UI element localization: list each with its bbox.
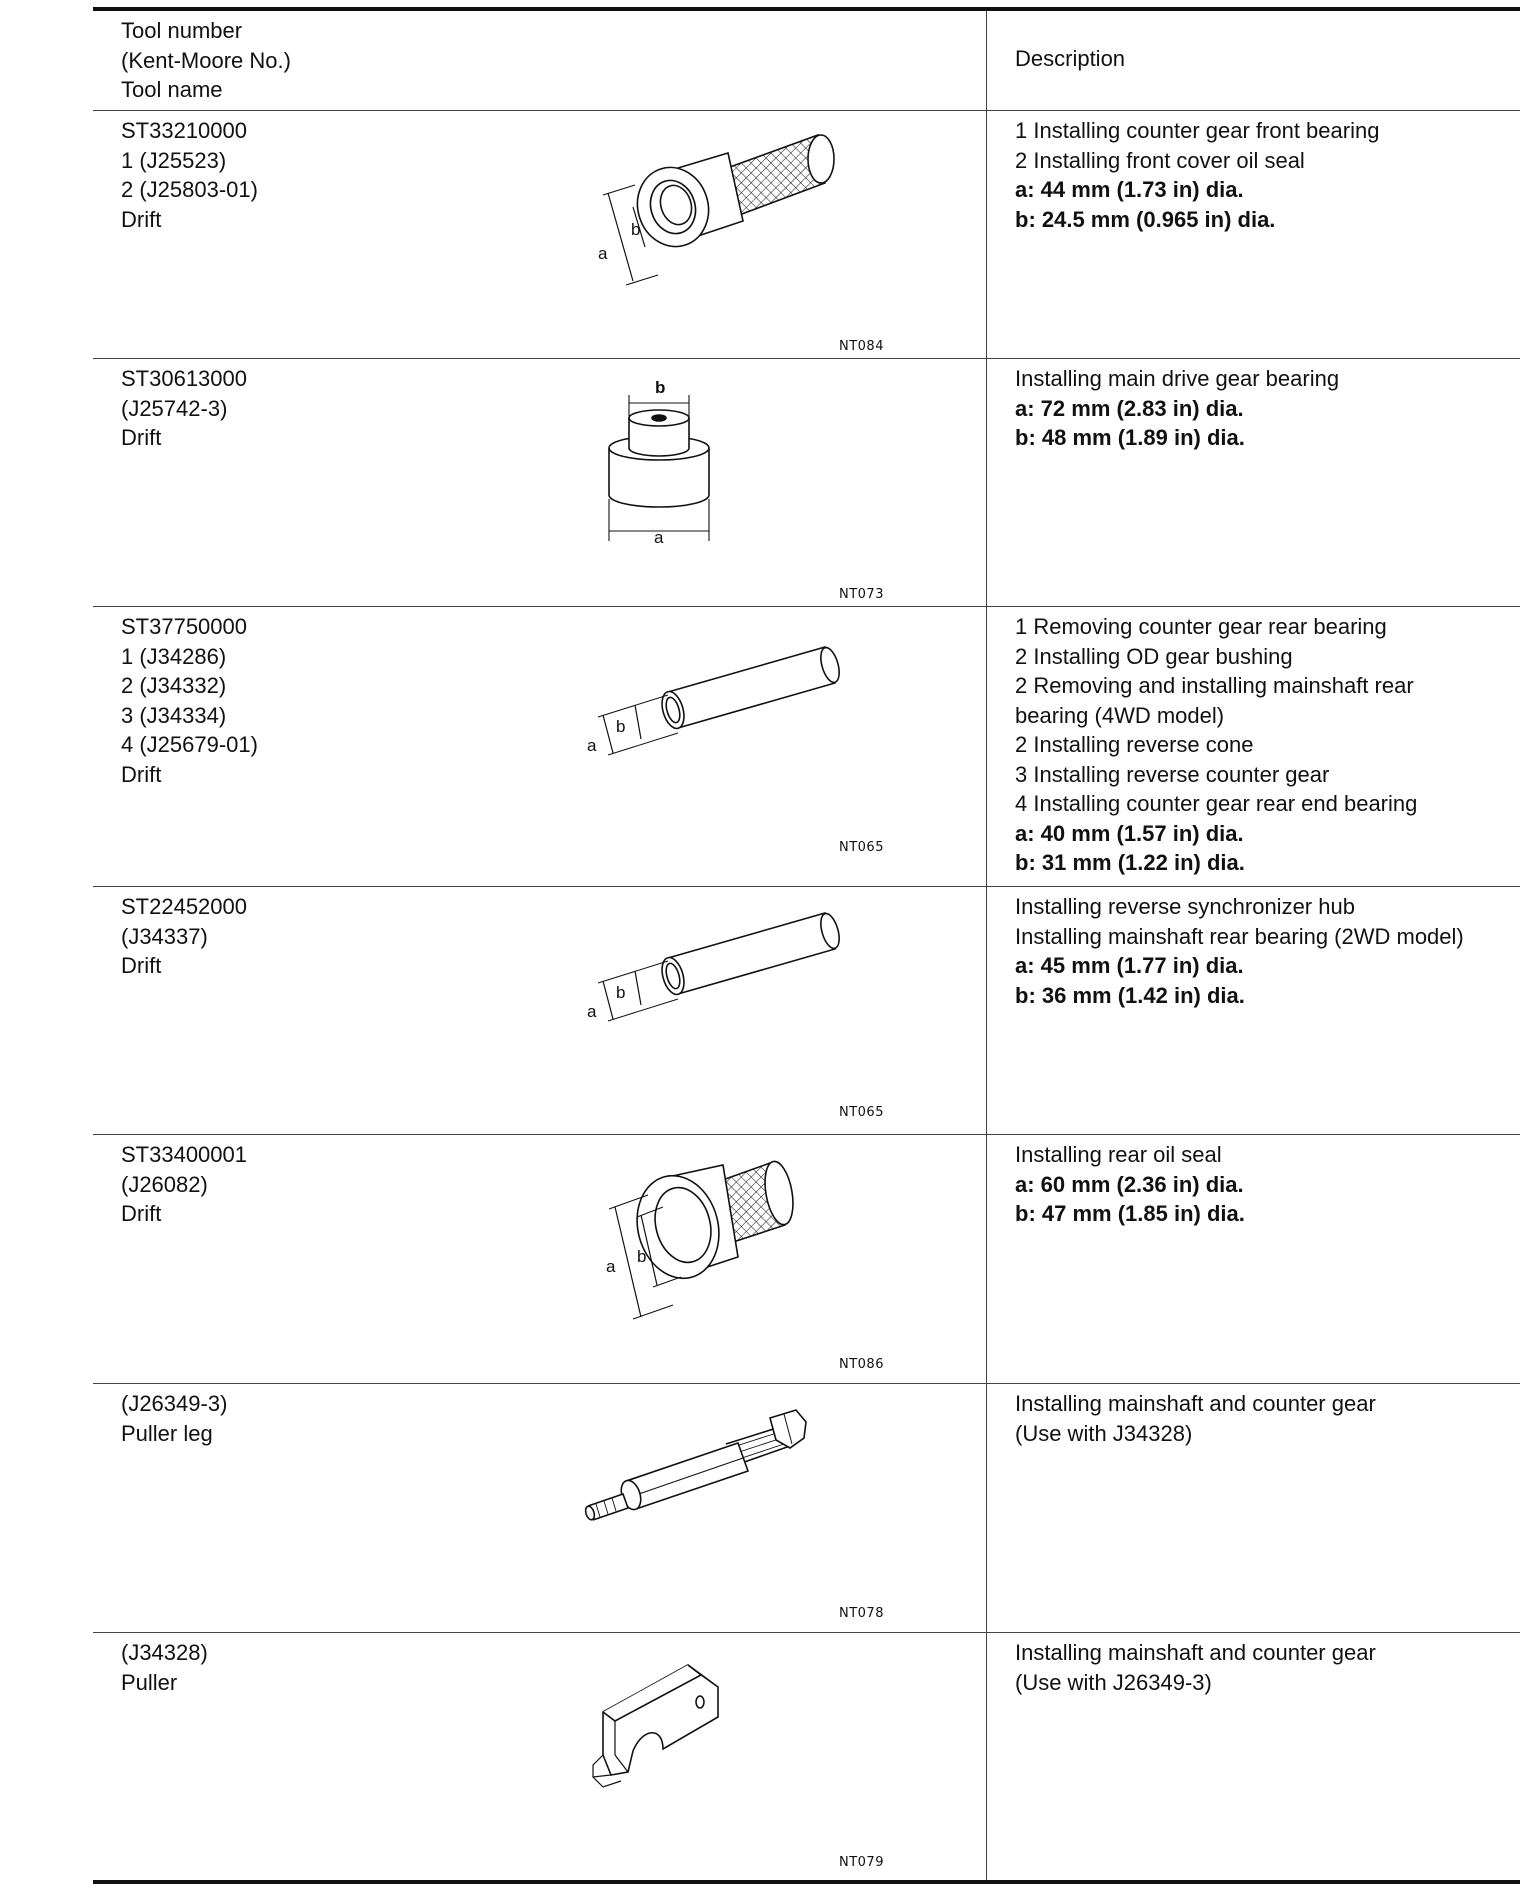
figure-label-a: a <box>654 528 664 543</box>
kent-moore-number: 1 (J34286) <box>121 643 227 669</box>
figure-label-a: a <box>598 244 608 263</box>
dimension-a: a: 60 mm (2.36 in) dia. <box>1015 1171 1244 1197</box>
large-drift-with-knurled-handle-icon <box>573 1147 873 1327</box>
tool-number: ST37750000 <box>121 614 247 639</box>
figure-code: NT065 <box>839 1105 884 1120</box>
kent-moore-number: (J26082) <box>121 1171 208 1197</box>
tool-lines <box>121 1389 227 1448</box>
tool-cell <box>93 1633 987 1880</box>
tool-name: Drift <box>121 206 162 232</box>
description-cell <box>988 359 1520 606</box>
table-row <box>93 1633 1520 1884</box>
table-row <box>93 111 1520 359</box>
tool-name: Puller leg <box>121 1420 213 1446</box>
description-line: Installing main drive gear bearing <box>1015 366 1340 391</box>
description-line: 3 Installing reverse counter gear <box>1015 761 1330 787</box>
description-cell <box>988 1135 1520 1383</box>
description-line: Installing mainshaft and counter gear <box>1015 1391 1376 1416</box>
tool-number: ST22452000 <box>121 894 247 919</box>
figure-label-b: b <box>655 378 666 397</box>
description-line: (Use with J26349-3) <box>1015 1669 1212 1695</box>
drift-with-knurled-handle-icon <box>573 123 873 293</box>
kent-moore-number: (J34337) <box>121 923 208 949</box>
tool-number: ST33210000 <box>121 118 247 143</box>
tool-name: Drift <box>121 761 162 787</box>
kent-moore-number: (J26349-3) <box>121 1391 228 1416</box>
tool-cell <box>93 1384 987 1632</box>
kent-moore-number: 2 (J25803-01) <box>121 177 258 202</box>
description-line: 2 Installing front cover oil seal <box>1015 147 1305 173</box>
description-line: 4 Installing counter gear rear end bearing <box>1015 791 1418 816</box>
tool-number: ST33400001 <box>121 1142 247 1167</box>
table-header-row <box>93 7 1520 111</box>
figure-code: NT065 <box>839 840 884 855</box>
kent-moore-number: (J34328) <box>121 1640 208 1665</box>
dimension-a: a: 45 mm (1.77 in) dia. <box>1015 953 1244 978</box>
puller-leg-icon <box>578 1396 838 1526</box>
header-description: Description <box>1015 46 1126 71</box>
tool-lines <box>121 1638 208 1697</box>
description-line: 1 Removing counter gear rear bearing <box>1015 614 1387 639</box>
header-tool-line: Tool number <box>121 18 243 43</box>
dimension-a: a: 72 mm (2.83 in) dia. <box>1015 395 1244 421</box>
puller-plate-icon <box>573 1647 773 1817</box>
tool-lines <box>121 612 258 789</box>
kent-moore-number: 3 (J34334) <box>121 702 227 728</box>
table-row <box>93 1135 1520 1384</box>
figure-code: NT073 <box>839 587 884 602</box>
dimension-a: a: 44 mm (1.73 in) dia. <box>1015 177 1244 202</box>
figure-code: NT086 <box>839 1357 884 1372</box>
tool-name: Drift <box>121 425 162 450</box>
figure-label-a: a <box>587 736 597 755</box>
description-line: 1 Installing counter gear front bearing <box>1015 118 1380 143</box>
description-line: 2 Removing and installing mainshaft rear <box>1015 673 1414 698</box>
description-cell <box>988 1384 1520 1632</box>
description-line: 2 Installing OD gear bushing <box>1015 643 1293 669</box>
tool-cell <box>93 887 987 1134</box>
figure-label-b: b <box>616 717 626 736</box>
dimension-b: b: 47 mm (1.85 in) dia. <box>1015 1201 1245 1226</box>
header-tool-line: Tool name <box>121 77 223 102</box>
table-row <box>93 607 1520 887</box>
description-lines <box>1015 612 1417 878</box>
stepped-drift-icon <box>573 373 803 543</box>
description-line: (Use with J34328) <box>1015 1420 1193 1446</box>
description-cell <box>988 607 1520 886</box>
tool-number: ST30613000 <box>121 366 247 391</box>
tool-cell <box>93 359 987 606</box>
description-line: Installing mainshaft rear bearing (2WD model) <box>1015 923 1464 949</box>
table-row <box>93 1384 1520 1633</box>
tool-name: Drift <box>121 953 162 978</box>
figure-label-a: a <box>587 1002 597 1021</box>
tool-cell <box>93 111 987 358</box>
kent-moore-number: (J25742-3) <box>121 395 228 421</box>
dimension-b: b: 36 mm (1.42 in) dia. <box>1015 982 1245 1008</box>
tool-lines <box>121 892 247 981</box>
description-line: Installing rear oil seal <box>1015 1142 1222 1167</box>
tool-lines <box>121 1140 247 1229</box>
tool-cell <box>93 1135 987 1383</box>
header-tool-lines <box>121 16 291 105</box>
figure-label-b: b <box>616 983 626 1002</box>
tool-lines <box>121 116 258 234</box>
figure-label-b: b <box>631 220 641 239</box>
header-description-cell <box>988 11 1520 110</box>
description-cell <box>988 887 1520 1134</box>
figure-label-b: b <box>637 1247 647 1266</box>
header-tool-line: (Kent-Moore No.) <box>121 47 291 73</box>
kent-moore-number: 1 (J25523) <box>121 147 227 173</box>
figure-code: NT078 <box>839 1606 884 1621</box>
tube-drift-icon <box>573 635 873 775</box>
tool-name: Drift <box>121 1201 162 1226</box>
description-lines <box>1015 1638 1376 1697</box>
figure-label-a: a <box>606 1257 616 1276</box>
dimension-b: b: 24.5 mm (0.965 in) dia. <box>1015 206 1276 232</box>
table-row <box>93 887 1520 1135</box>
description-cell <box>988 111 1520 358</box>
description-lines <box>1015 892 1464 1010</box>
kent-moore-number: 4 (J25679-01) <box>121 732 258 757</box>
special-service-tools-table <box>93 7 1520 1884</box>
tool-cell <box>93 607 987 886</box>
description-lines <box>1015 1140 1245 1229</box>
description-lines <box>1015 364 1339 453</box>
description-lines <box>1015 1389 1376 1448</box>
description-line: 2 Installing reverse cone <box>1015 732 1254 757</box>
tool-name: Puller <box>121 1669 178 1695</box>
tube-drift-icon <box>573 901 873 1041</box>
description-cell <box>988 1633 1520 1880</box>
description-line: Installing reverse synchronizer hub <box>1015 894 1355 919</box>
kent-moore-number: 2 (J34332) <box>121 673 227 698</box>
figure-code: NT079 <box>839 1855 884 1870</box>
description-line: bearing (4WD model) <box>1015 702 1225 728</box>
figure-code: NT084 <box>839 339 884 354</box>
description-line: Installing mainshaft and counter gear <box>1015 1640 1376 1665</box>
dimension-b: b: 31 mm (1.22 in) dia. <box>1015 850 1245 875</box>
dimension-a: a: 40 mm (1.57 in) dia. <box>1015 820 1244 846</box>
header-tool-cell <box>93 11 987 110</box>
table-row <box>93 359 1520 607</box>
dimension-b: b: 48 mm (1.89 in) dia. <box>1015 425 1245 450</box>
description-lines <box>1015 116 1379 234</box>
tool-lines <box>121 364 247 453</box>
